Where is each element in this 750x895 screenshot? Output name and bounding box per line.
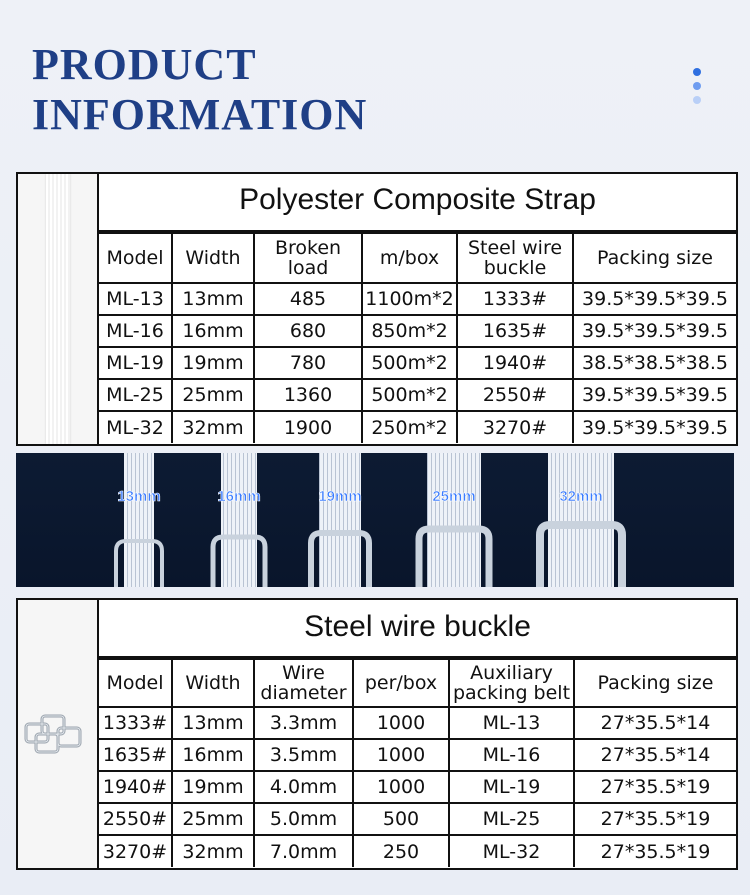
strap-table-cell: 500m*2 xyxy=(362,347,457,379)
strap-sizes-illustration xyxy=(16,453,734,587)
title-line-1: PRODUCT xyxy=(32,40,257,89)
buckle-table-cell: ML-32 xyxy=(449,835,574,867)
strap-0 xyxy=(124,453,154,587)
strap-table-cell: 16mm xyxy=(172,315,254,347)
strap-spec-table xyxy=(99,232,736,443)
buckle-table-cell: 27*35.5*19 xyxy=(574,835,736,867)
strap-col-width: Width xyxy=(172,233,254,283)
buckle-table-cell: 1000 xyxy=(353,739,449,771)
buckle-col-packing-size: Packing size xyxy=(574,659,736,707)
buckle-table-cell: 25mm xyxy=(172,803,254,835)
strap-table-cell: 38.5*38.5*38.5 xyxy=(573,347,736,379)
strap-1 xyxy=(221,453,257,587)
strap-table-row xyxy=(99,411,736,443)
strap-size-label: 19mm xyxy=(318,488,362,505)
strap-size-label: 32mm xyxy=(559,488,603,505)
strap-table-cell: 500m*2 xyxy=(362,379,457,411)
strap-table-cell: 1100m*2 xyxy=(362,283,457,315)
buckle-table-row xyxy=(99,707,736,739)
strap-col-m-per-box: m/box xyxy=(362,233,457,283)
strap-table-cell: 680 xyxy=(254,315,362,347)
buckle-spec-block xyxy=(16,598,738,870)
strap-size-label: 25mm xyxy=(432,488,476,505)
strap-table-row xyxy=(99,379,736,411)
strap-size-label: 16mm xyxy=(217,488,261,505)
buckle-col-auxiliary-belt: Auxiliary packing belt xyxy=(449,659,574,707)
buckle-table-cell: 1000 xyxy=(353,707,449,739)
strap-table-cell: 13mm xyxy=(172,283,254,315)
strap-table-cell: ML-32 xyxy=(99,411,172,443)
strap-table-cell: 1900 xyxy=(254,411,362,443)
buckle-table-cell: 7.0mm xyxy=(254,835,353,867)
strap-table-cell: 39.5*39.5*39.5 xyxy=(573,379,736,411)
buckle-table-cell: ML-13 xyxy=(449,707,574,739)
buckle-table-cell: ML-19 xyxy=(449,771,574,803)
strap-table-cell: ML-19 xyxy=(99,347,172,379)
buckle-col-width: Width xyxy=(172,659,254,707)
wire-buckles-icon xyxy=(22,708,92,758)
white-strap-icon xyxy=(46,174,70,444)
buckle-col-per-box: per/box xyxy=(353,659,449,707)
title-line-2: INFORMATION xyxy=(32,90,368,139)
strap-2 xyxy=(319,453,361,587)
strap-table-cell: 39.5*39.5*39.5 xyxy=(573,315,736,347)
strap-sizes-photo xyxy=(16,453,734,587)
strap-col-packing-size: Packing size xyxy=(573,233,736,283)
strap-table-cell: 39.5*39.5*39.5 xyxy=(573,411,736,443)
strap-table-cell: 1940# xyxy=(457,347,573,379)
strap-table-cell: 39.5*39.5*39.5 xyxy=(573,283,736,315)
strap-table-cell: 3270# xyxy=(457,411,573,443)
strap-table-cell: ML-25 xyxy=(99,379,172,411)
strap-table-row xyxy=(99,315,736,347)
page-title xyxy=(32,40,367,140)
buckle-table-cell: 2550# xyxy=(99,803,172,835)
strap-table-title: Polyester Composite Strap xyxy=(99,174,736,232)
buckle-col-model: Model xyxy=(99,659,172,707)
buckle-table-cell: 1940# xyxy=(99,771,172,803)
buckle-table-cell: 27*35.5*19 xyxy=(574,803,736,835)
buckle-header-row xyxy=(99,659,736,707)
strap-table-cell: 32mm xyxy=(172,411,254,443)
buckle-table-cell: 1333# xyxy=(99,707,172,739)
buckle-table-cell: 3.3mm xyxy=(254,707,353,739)
dot-2 xyxy=(693,82,701,90)
strap-table-cell: 19mm xyxy=(172,347,254,379)
strap-3 xyxy=(427,453,481,587)
buckle-product-image xyxy=(18,600,99,868)
strap-table-cell: 2550# xyxy=(457,379,573,411)
strap-table-cell: 1635# xyxy=(457,315,573,347)
strap-col-steel-wire-buckle: Steel wire buckle xyxy=(457,233,573,283)
buckle-table-row xyxy=(99,739,736,771)
strap-header-row xyxy=(99,233,736,283)
buckle-table-cell: 27*35.5*14 xyxy=(574,707,736,739)
buckle-table-row xyxy=(99,803,736,835)
dot-1 xyxy=(693,68,701,76)
strap-table-cell: 850m*2 xyxy=(362,315,457,347)
buckle-table-cell: 16mm xyxy=(172,739,254,771)
buckle-table-cell: 1635# xyxy=(99,739,172,771)
strap-col-model: Model xyxy=(99,233,172,283)
buckle-table-cell: 27*35.5*14 xyxy=(574,739,736,771)
buckle-table-cell: 27*35.5*19 xyxy=(574,771,736,803)
buckle-table-row xyxy=(99,835,736,867)
strap-table-cell: 250m*2 xyxy=(362,411,457,443)
buckle-table-cell: ML-25 xyxy=(449,803,574,835)
decorative-dots xyxy=(693,68,703,110)
strap-table-cell: 780 xyxy=(254,347,362,379)
dot-3 xyxy=(693,96,701,104)
strap-spec-block xyxy=(16,172,738,446)
strap-table-row xyxy=(99,347,736,379)
buckle-table-title: Steel wire buckle xyxy=(99,600,736,658)
strap-table-cell: 25mm xyxy=(172,379,254,411)
buckle-table-row xyxy=(99,771,736,803)
buckle-table-cell: 3.5mm xyxy=(254,739,353,771)
strap-4 xyxy=(548,453,614,587)
strap-product-image xyxy=(18,174,99,444)
strap-size-label: 13mm xyxy=(117,488,161,505)
buckle-table-cell: 32mm xyxy=(172,835,254,867)
buckle-table-cell: 250 xyxy=(353,835,449,867)
buckle-table-cell: ML-16 xyxy=(449,739,574,771)
buckle-table-cell: 13mm xyxy=(172,707,254,739)
buckle-table-cell: 500 xyxy=(353,803,449,835)
buckle-table-cell: 3270# xyxy=(99,835,172,867)
buckle-table-cell: 4.0mm xyxy=(254,771,353,803)
strap-col-broken-load: Broken load xyxy=(254,233,362,283)
buckle-col-wire-diameter: Wire diameter xyxy=(254,659,353,707)
buckle-spec-table xyxy=(99,658,736,867)
strap-table-cell: 485 xyxy=(254,283,362,315)
buckle-table-cell: 19mm xyxy=(172,771,254,803)
strap-table-cell: ML-13 xyxy=(99,283,172,315)
strap-table-row xyxy=(99,283,736,315)
buckle-table-cell: 1000 xyxy=(353,771,449,803)
strap-table-cell: 1333# xyxy=(457,283,573,315)
buckle-table-cell: 5.0mm xyxy=(254,803,353,835)
strap-table-cell: 1360 xyxy=(254,379,362,411)
strap-table-cell: ML-16 xyxy=(99,315,172,347)
